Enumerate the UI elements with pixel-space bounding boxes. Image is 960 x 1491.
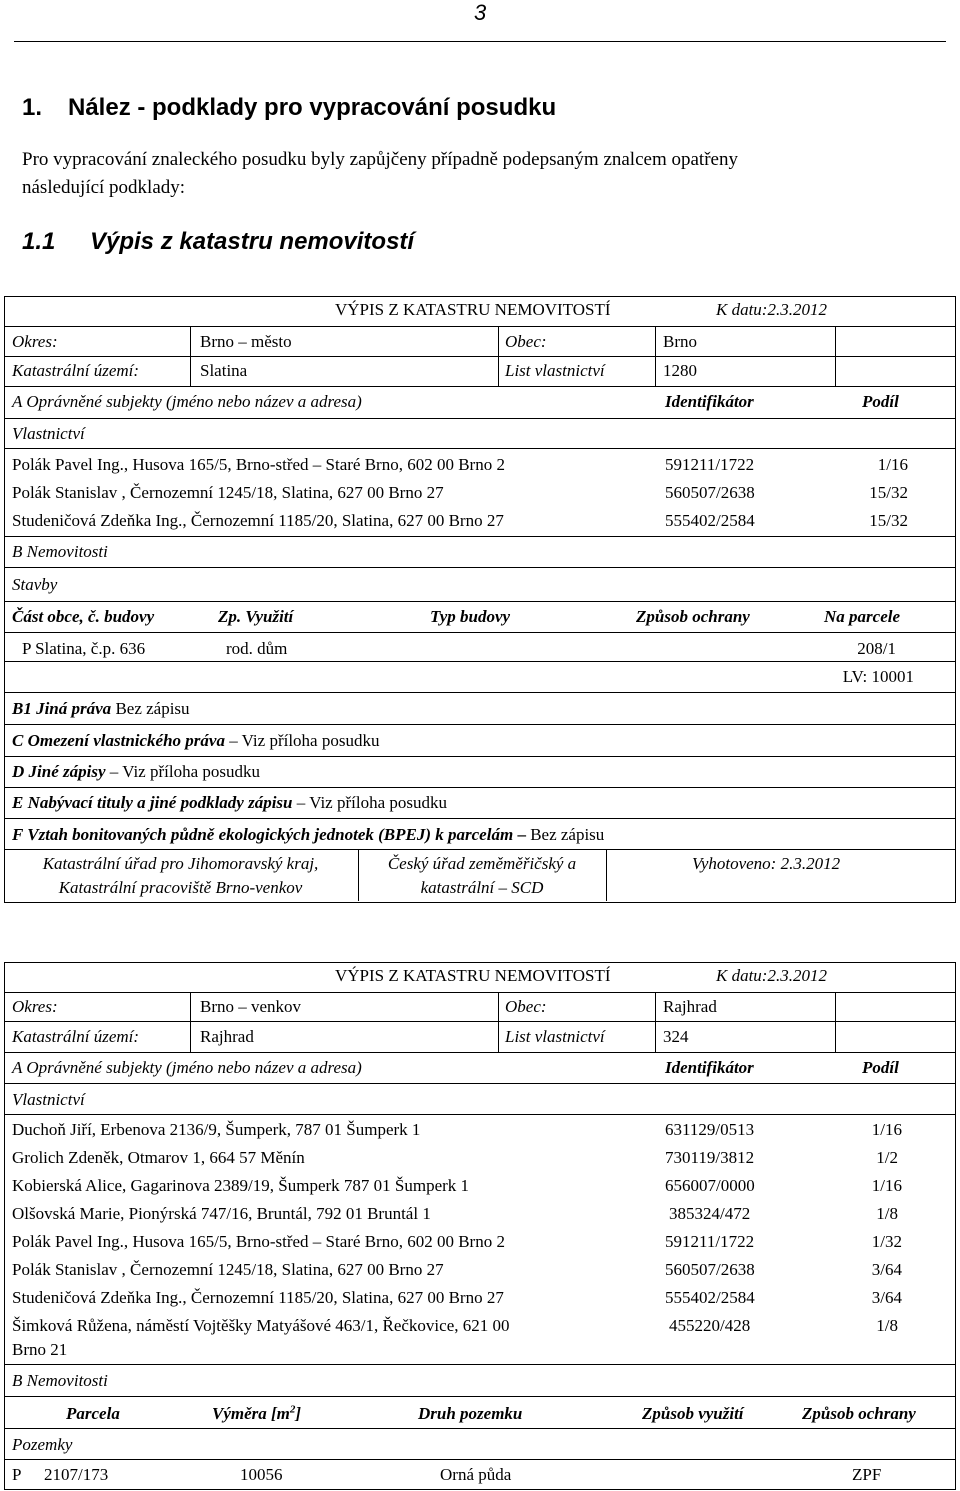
extract1-col-part: Část obce, č. budovy	[12, 607, 155, 626]
extract1-obec-label: Obec:	[505, 332, 547, 351]
header-rule	[14, 41, 946, 42]
extract1-okres-label: Okres:	[12, 332, 58, 351]
subheading-title: Výpis z katastru nemovitostí	[90, 228, 415, 255]
extract2-owner-2-id: 730119/3812	[665, 1148, 755, 1167]
extract1-owner-2-name: Polák Stanislav , Černozemní 1245/18, Slatina, 627 00 Brno 27	[12, 483, 444, 502]
extract1-f-value: Bez zápisu	[530, 825, 605, 844]
extract2-owner-5-share: 1/32	[871, 1232, 902, 1251]
extract1-vlastnictvi: Vlastnictví	[12, 424, 85, 443]
extract2-ku-label: Katastrální území:	[12, 1027, 140, 1046]
extract1-id-label: Identifikátor	[665, 392, 754, 411]
extract2-owner-6-share: 3/64	[871, 1260, 902, 1279]
extract1-building-part: P Slatina, č.p. 636	[22, 639, 146, 658]
extract2-owner-7-share: 3/64	[871, 1288, 902, 1307]
extract2-owner-4-id: 385324/472	[669, 1204, 751, 1223]
extract2-parcel-number: 2107/173	[44, 1465, 109, 1484]
extract1-building-lv: LV: 10001	[842, 667, 914, 686]
extract1-share-label: Podíl	[862, 392, 899, 411]
extract2-owner-6-id: 560507/2638	[665, 1260, 755, 1279]
extract1-building-parcel: 208/1	[857, 639, 896, 658]
extract2-owner-8-name: Šimková Růžena, náměstí Vojtěšky Matyášové 463/1, Řečkovice, 621 00	[12, 1316, 510, 1335]
extract2-owner-1-share: 1/16	[871, 1120, 902, 1139]
extract2-lv: 324	[663, 1027, 689, 1046]
extract2-col-protection: Způsob ochrany	[802, 1404, 916, 1423]
extract2-a-label: A Oprávněné subjekty (jméno nebo název a adresa)	[12, 1058, 362, 1077]
extract1-c-label: C Omezení vlastnického práva	[12, 731, 225, 750]
extract1-cuzk-line-2: katastrální – SCD	[420, 878, 544, 897]
extract1-f: F Vztah bonitovaných půdně ekologických jednotek (BPEJ) k parcelám – Bez zápisu	[12, 825, 605, 844]
extract1-owner-1-name: Polák Pavel Ing., Husova 165/5, Brno-střed – Staré Brno, 602 00 Brno 2	[12, 455, 505, 474]
extract2-owner-4-name: Olšovská Marie, Pionýrská 747/16, Bruntál, 792 01 Bruntál 1	[12, 1204, 431, 1223]
extract2-okres: Brno – venkov	[200, 997, 302, 1016]
extract1-e-label: E Nabývací tituly a jiné podklady zápisu	[12, 793, 293, 812]
extract2-owner-3-share: 1/16	[871, 1176, 902, 1195]
extract2-date: K datu:2.3.2012	[716, 966, 827, 985]
extract2-col-kind: Druh pozemku	[418, 1404, 523, 1423]
extract1-lv-label: List vlastnictví	[505, 361, 605, 380]
extract2-pozemky: Pozemky	[12, 1435, 73, 1454]
extract2-ku: Rajhrad	[200, 1027, 254, 1046]
extract1-b1-label: B1 Jiná práva	[12, 699, 112, 718]
extract1-owner-1-share: 1/16	[877, 455, 908, 474]
extract1-a-label: A Oprávněné subjekty (jméno nebo název a adresa)	[12, 392, 362, 411]
extract1-title: VÝPIS Z KATASTRU NEMOVITOSTÍ	[335, 300, 611, 319]
extract1-col-parcel: Na parcele	[824, 607, 901, 626]
intro-line-1: Pro vypracování znaleckého posudku byly zapůjčeny případně podepsaným znalcem opatřeny	[22, 149, 738, 170]
extract2-parcel-area: 10056	[240, 1465, 283, 1484]
extract2-owner-1-name: Duchoň Jiří, Erbenova 2136/9, Šumperk, 787 01 Šumperk 1	[12, 1120, 421, 1139]
extract1-okres: Brno – město	[200, 332, 292, 351]
extract1-e-value: Viz příloha posudku	[309, 793, 447, 812]
extract2-owner-4-share: 1/8	[876, 1204, 898, 1223]
extract2-owner-8-id: 455220/428	[669, 1316, 751, 1335]
extract2-owner-3-name: Kobierská Alice, Gagarinova 2389/19, Šumperk 787 01 Šumperk 1	[12, 1176, 470, 1195]
extract2-owner-8-name-cont: Brno 21	[12, 1340, 68, 1359]
intro-line-2: následující podklady:	[22, 177, 186, 198]
extract1-b1-value: Bez zápisu	[115, 699, 190, 718]
extract1-c: C Omezení vlastnického práva – Viz příloha posudku	[12, 731, 380, 750]
extract1-col-protection: Způsob ochrany	[636, 607, 750, 626]
subheading-number: 1.1	[22, 228, 56, 255]
extract1-obec: Brno	[663, 332, 697, 351]
extract2-owner-7-id: 555402/2584	[665, 1288, 755, 1307]
extract2-col-area-end: ]	[295, 1404, 302, 1423]
extract2-col-area-text: Výměra [m	[212, 1404, 290, 1423]
extract2-col-area	[212, 1404, 301, 1424]
page-title: Nález - podklady pro vypracování posudku	[68, 94, 557, 121]
extract1-office-line-2: Katastrální pracoviště Brno-venkov	[58, 878, 303, 897]
extract1-d: D Jiné zápisy – Viz příloha posudku	[12, 762, 260, 781]
extract2-parcel-p: P	[12, 1465, 22, 1484]
page-number: 3	[474, 0, 487, 25]
extract1-owner-2-share: 15/32	[869, 483, 908, 502]
extract1-d-value: Viz příloha posudku	[122, 762, 260, 781]
extract1-col-type: Typ budovy	[430, 607, 511, 626]
extract2-obec-label: Obec:	[505, 997, 547, 1016]
extract2-okres-label: Okres:	[12, 997, 58, 1016]
extract2-col-parcel: Parcela	[66, 1404, 120, 1423]
extract2-lv-label: List vlastnictví	[505, 1027, 605, 1046]
extract2-owner-3-id: 656007/0000	[665, 1176, 755, 1195]
extract1-e: E Nabývací tituly a jiné podklady zápisu – Viz příloha posudku	[12, 793, 447, 812]
extract1-date: K datu:2.3.2012	[716, 300, 827, 319]
extract2-owner-5-id: 591211/1722	[665, 1232, 755, 1251]
extract1-lv: 1280	[663, 361, 697, 380]
extract2-vlastnictvi: Vlastnictví	[12, 1090, 85, 1109]
extract1-owner-3-name: Studeničová Zdeňka Ing., Černozemní 1185/20, Slatina, 627 00 Brno 27	[12, 511, 504, 530]
extract1-owner-3-id: 555402/2584	[665, 511, 755, 530]
heading-number: 1.	[22, 94, 43, 121]
extract1-vyhotoveno: Vyhotoveno: 2.3.2012	[692, 854, 841, 873]
extract2-owner-6-name: Polák Stanislav , Černozemní 1245/18, Slatina, 627 00 Brno 27	[12, 1260, 444, 1279]
extract2-obec: Rajhrad	[663, 997, 717, 1016]
extract2-parcel-kind: Orná půda	[440, 1465, 512, 1484]
extract1-office-line-1: Katastrální úřad pro Jihomoravský kraj,	[42, 854, 319, 873]
extract1-c-value: Viz příloha posudku	[241, 731, 380, 750]
extract1-stavby: Stavby	[12, 575, 58, 594]
extract1-owner-1-id: 591211/1722	[665, 455, 755, 474]
extract2-col-use: Způsob využití	[642, 1404, 744, 1423]
extract1-building-use: rod. dům	[226, 639, 288, 658]
extract1-owner-2-id: 560507/2638	[665, 483, 755, 502]
extract2-owner-2-name: Grolich Zdeněk, Otmarov 1, 664 57 Měnín	[12, 1148, 305, 1167]
extract2-share-label: Podíl	[862, 1058, 899, 1077]
extract2-parcel-protection: ZPF	[852, 1465, 882, 1484]
extract2-col-area-sup: 2	[289, 1403, 296, 1416]
extract1-b-label: B Nemovitosti	[12, 542, 108, 561]
extract2-owner-2-share: 1/2	[876, 1148, 898, 1167]
extract1-f-label: F Vztah bonitovaných půdně ekologických jednotek (BPEJ) k parcelám	[12, 825, 514, 844]
extract2-owner-5-name: Polák Pavel Ing., Husova 165/5, Brno-střed – Staré Brno, 602 00 Brno 2	[12, 1232, 505, 1251]
extract2-b-label: B Nemovitosti	[12, 1371, 108, 1390]
extract1-cuzk-line-1: Český úřad zeměměřičský a	[387, 854, 577, 873]
extract1-owner-3-share: 15/32	[869, 511, 908, 530]
extract2-owner-8-share: 1/8	[876, 1316, 898, 1335]
extract2-owner-7-name: Studeničová Zdeňka Ing., Černozemní 1185/20, Slatina, 627 00 Brno 27	[12, 1288, 504, 1307]
extract1-b1	[12, 699, 190, 719]
extract2-title: VÝPIS Z KATASTRU NEMOVITOSTÍ	[335, 966, 611, 985]
extract1-ku-label: Katastrální území:	[12, 361, 140, 380]
extract2-owner-1-id: 631129/0513	[665, 1120, 755, 1139]
extract1-d-label: D Jiné zápisy	[12, 762, 106, 781]
extract1-ku: Slatina	[200, 361, 248, 380]
extract2-id-label: Identifikátor	[665, 1058, 754, 1077]
extract1-col-use: Zp. Využití	[218, 607, 294, 626]
